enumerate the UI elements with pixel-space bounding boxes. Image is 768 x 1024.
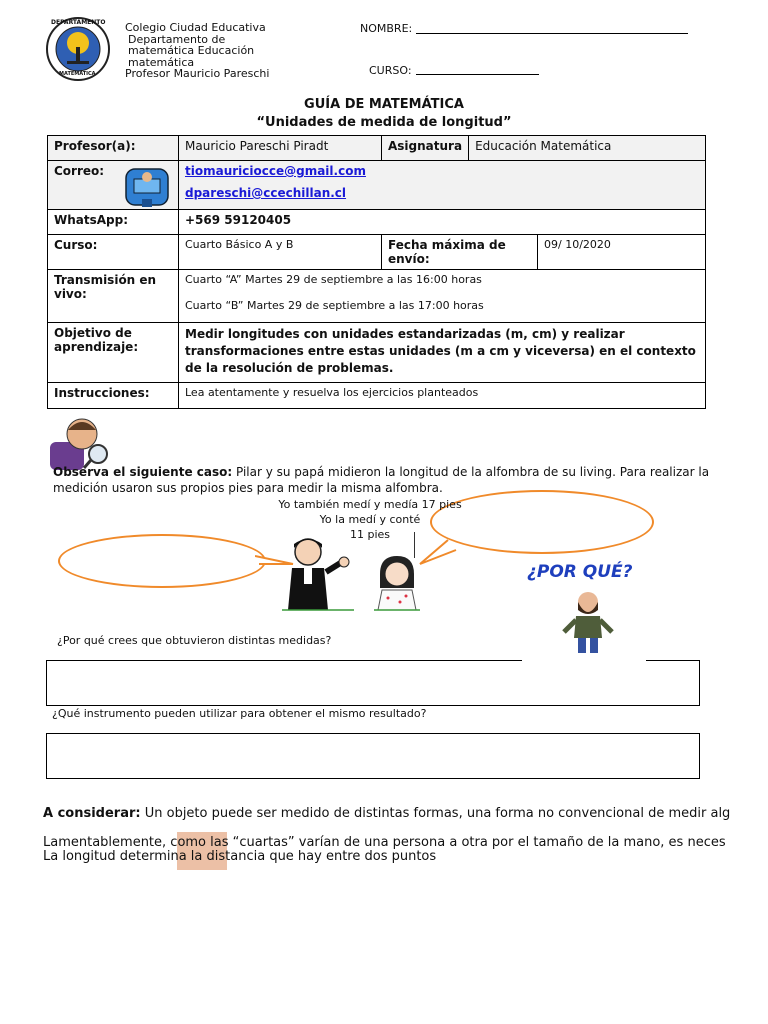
girl-figure-icon bbox=[374, 554, 420, 612]
speech-line-1: Yo también medí y medía 17 pies bbox=[278, 498, 462, 511]
speech-line-3: 11 pies bbox=[349, 528, 391, 541]
transmision-a: Cuarto “A” Martes 29 de septiembre a las 16:00 horas bbox=[185, 273, 482, 286]
school-teacher: Profesor Mauricio Pareschi bbox=[125, 67, 270, 81]
objetivo-label: Objetivo de aprendizaje: bbox=[48, 323, 179, 383]
row-curso bbox=[48, 235, 706, 270]
answer-box-2[interactable] bbox=[46, 733, 700, 779]
consider-text: Un objeto puede ser medido de distintas formas, una forma no convencional de medir alg bbox=[140, 806, 731, 821]
answer-box-gap bbox=[522, 653, 646, 667]
email-link-1[interactable]: tiomauriciocce@gmail.com bbox=[185, 164, 366, 178]
case-lead: Observa el siguiente caso: bbox=[53, 465, 233, 479]
logo-bottom-text: MATEMÁTICA bbox=[59, 71, 96, 77]
email-link-2[interactable]: dpareschi@ccechillan.cl bbox=[185, 186, 347, 200]
whatsapp-label: WhatsApp: bbox=[48, 210, 179, 235]
transmision-label: Transmisión en vivo: bbox=[48, 270, 179, 323]
row-instrucciones bbox=[48, 383, 706, 409]
consider-paragraph bbox=[43, 806, 768, 821]
correo-cell bbox=[48, 161, 179, 210]
father-figure-icon bbox=[282, 534, 354, 612]
case-paragraph bbox=[53, 464, 763, 496]
instrucciones-value: Lea atentamente y resuelva los ejercicios planteados bbox=[179, 383, 706, 409]
fecha-label: Fecha máxima de envío: bbox=[382, 235, 538, 270]
speech-bubble-left bbox=[58, 534, 266, 588]
longitud-paragraph: La longitud determina la distancia que hay entre dos puntos bbox=[43, 849, 437, 864]
nombre-label: NOMBRE: bbox=[360, 22, 413, 35]
bearded-man-icon bbox=[560, 588, 616, 662]
department-logo bbox=[43, 17, 113, 81]
question-1: ¿Por qué crees que obtuvieron distintas medidas? bbox=[57, 634, 332, 647]
curso-row-value: Cuarto Básico A y B bbox=[179, 235, 382, 270]
school-dept-line3: matemática bbox=[128, 55, 195, 69]
objetivo-value: Medir longitudes con unidades estandarizadas (m, cm) y realizar transformaciones entre estas unidades (m a cm y viceversa) en el contexto de la resolución de problemas. bbox=[179, 323, 706, 383]
document-title: GUÍA DE MATEMÁTICA bbox=[304, 97, 464, 112]
curso-label: CURSO: bbox=[369, 64, 412, 77]
info-table bbox=[47, 135, 706, 409]
row-whatsapp bbox=[48, 210, 706, 235]
logo-top-text: DEPARTAMENTO bbox=[51, 19, 106, 26]
bubble-tail-right bbox=[418, 538, 458, 568]
transmision-values bbox=[179, 270, 706, 323]
row-profesor bbox=[48, 136, 706, 161]
whatsapp-value: +569 59120405 bbox=[179, 210, 706, 235]
asignatura-label: Asignatura bbox=[382, 136, 469, 161]
school-info bbox=[125, 22, 290, 80]
school-dept-line2: matemática Educación bbox=[128, 44, 255, 58]
fecha-value: 09/ 10/2020 bbox=[538, 235, 706, 270]
row-transmision bbox=[48, 270, 706, 323]
school-dept-line1: Departamento de bbox=[128, 32, 226, 46]
curso-row-label: Curso: bbox=[48, 235, 179, 270]
curso-field[interactable] bbox=[416, 74, 539, 75]
row-objetivo bbox=[48, 323, 706, 383]
consider-lead: A considerar: bbox=[43, 806, 141, 821]
case-body: Pilar y su papá midieron la longitud de la alfombra de su living. Para realizar la medición usaron sus propios pies para medir la misma alfombra. bbox=[53, 465, 710, 495]
correo-values bbox=[179, 161, 706, 210]
nombre-field[interactable] bbox=[416, 33, 688, 34]
correo-label: Correo: bbox=[54, 164, 105, 178]
mailbox-icon bbox=[122, 163, 172, 209]
lament-paragraph: Lamentablemente, como las “cuartas” varían de una persona a otra por el tamaño de la mano, es neces bbox=[43, 835, 726, 850]
profesor-label: Profesor(a): bbox=[48, 136, 179, 161]
row-correo bbox=[48, 161, 706, 210]
por-que-heading: ¿POR QUÉ? bbox=[527, 562, 633, 582]
question-2: ¿Qué instrumento pueden utilizar para obtener el mismo resultado? bbox=[52, 707, 427, 720]
school-name: Colegio Ciudad Educativa bbox=[125, 21, 266, 34]
transmision-b: Cuarto “B” Martes 29 de septiembre a las 17:00 horas bbox=[185, 299, 484, 312]
instrucciones-label: Instrucciones: bbox=[48, 383, 179, 409]
speech-line-2: Yo la medí y conté bbox=[319, 513, 421, 526]
profesor-value: Mauricio Pareschi Piradt bbox=[179, 136, 382, 161]
document-subtitle: “Unidades de medida de longitud” bbox=[256, 115, 512, 130]
asignatura-value: Educación Matemática bbox=[469, 136, 706, 161]
